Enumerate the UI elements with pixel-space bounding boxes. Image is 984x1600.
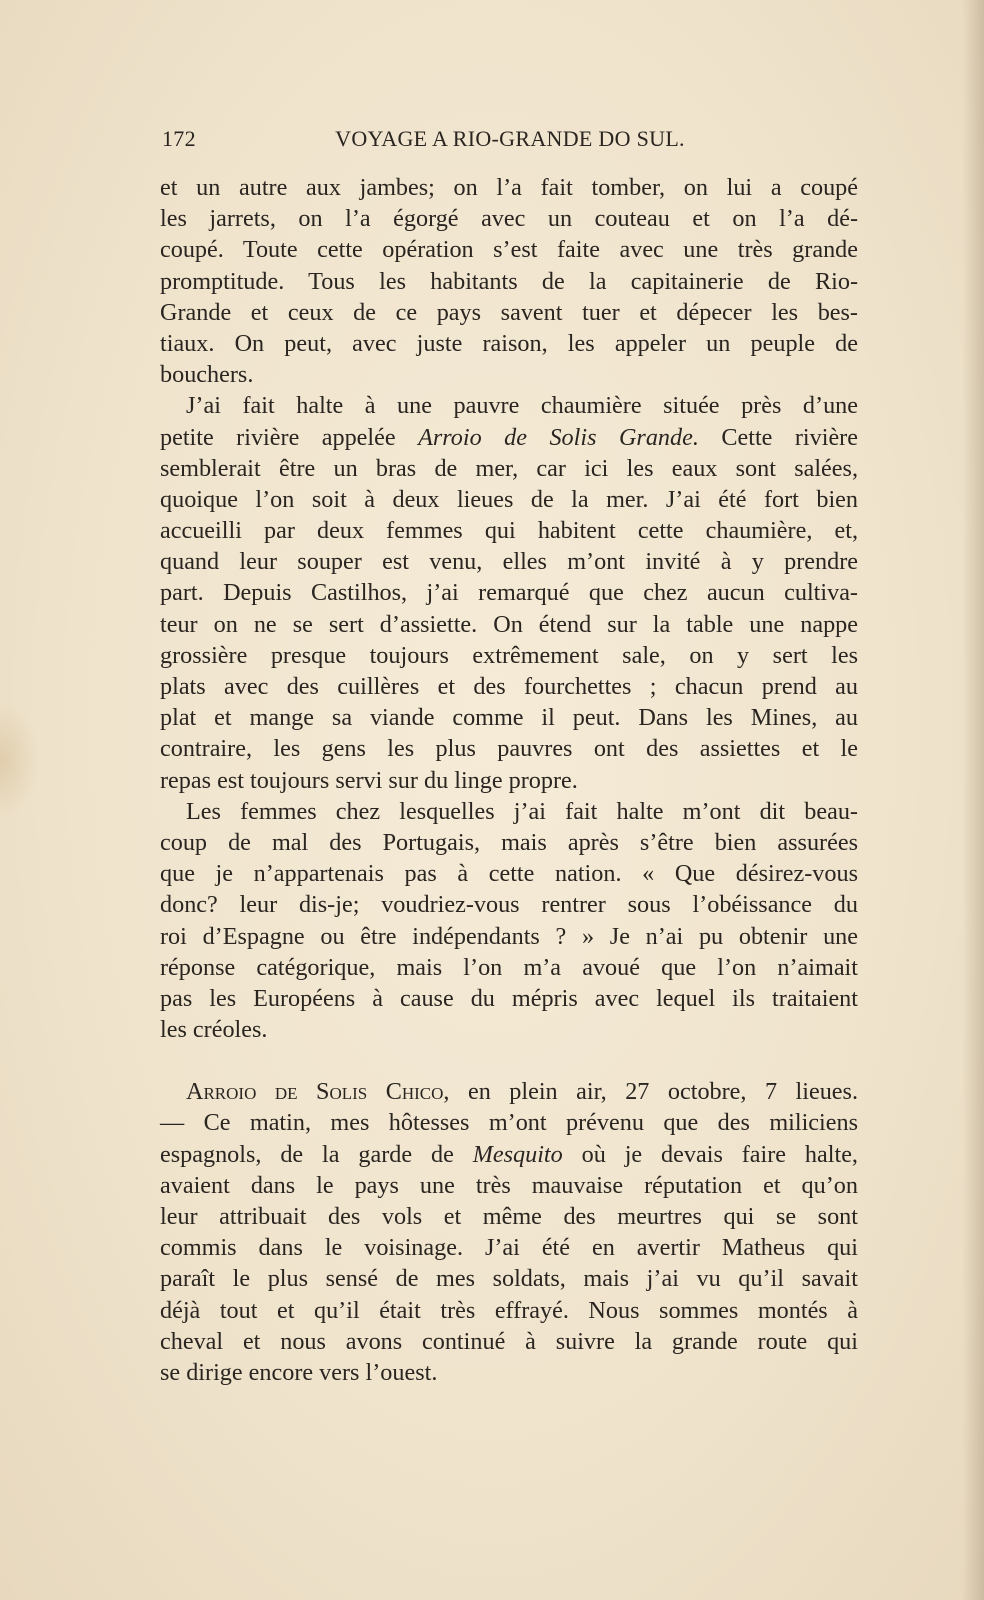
paper-stain bbox=[0, 700, 40, 820]
text-line: plat et mange sa viande comme il peut. Dans les Mines, au bbox=[160, 704, 858, 732]
text-fragment: Cette rivière bbox=[698, 423, 858, 451]
text-line: repas est toujours servi sur du linge propre. bbox=[160, 766, 578, 794]
text-line: — Ce matin, mes hôtesses m’ont prévenu que des miliciens bbox=[160, 1109, 858, 1137]
text-line: promptitude. Tous les habitants de la capitainerie de Rio- bbox=[160, 267, 858, 295]
text-line: coupé. Toute cette opération s’est faite avec une très grande bbox=[160, 236, 858, 264]
entry-heading-line bbox=[160, 1076, 858, 1107]
text-line: semblerait être un bras de mer, car ici les eaux sont salées, bbox=[160, 454, 858, 482]
text-line: teur on ne se sert d’assiette. On étend sur la table une nappe bbox=[160, 610, 858, 638]
text-line: réponse catégorique, mais l’on m’a avoué que l’on n’aimait bbox=[160, 953, 858, 981]
paragraph-1 bbox=[160, 172, 858, 390]
text-line: donc? leur dis-je; voudriez-vous rentrer sous l’obéissance du bbox=[160, 891, 858, 919]
page-edge-shadow bbox=[962, 0, 984, 1600]
paragraph-2 bbox=[160, 390, 858, 795]
text-line bbox=[160, 1139, 858, 1170]
entry-date-text: en plein air, 27 octobre, 7 lieues. bbox=[449, 1078, 859, 1106]
text-line: grossière presque toujours extrêmement sale, on y sert les bbox=[160, 641, 858, 669]
text-line: pas les Européens à cause du mépris avec lequel ils traitaient bbox=[160, 984, 858, 1012]
page-number: 172 bbox=[162, 126, 196, 151]
text-line: les créoles. bbox=[160, 1016, 268, 1044]
text-line: coup de mal des Portugais, mais après s’être bien assurées bbox=[160, 828, 858, 856]
text-line: et un autre aux jambes; on l’a fait tomber, on lui a coupé bbox=[160, 174, 858, 201]
place-name-italic: Arroio de Solis Grande. bbox=[418, 423, 699, 451]
text-line: commis dans le voisinage. J’ai été en avertir Matheus qui bbox=[160, 1234, 858, 1262]
text-line: contraire, les gens les plus pauvres ont des assiettes et le bbox=[160, 735, 858, 763]
text-line: bouchers. bbox=[160, 361, 254, 389]
text-line: avaient dans le pays une très mauvaise réputation et qu’on bbox=[160, 1171, 858, 1199]
text-line: cheval et nous avons continué à suivre la grande route qui bbox=[160, 1327, 858, 1355]
running-title: VOYAGE A RIO-GRANDE DO SUL. bbox=[335, 126, 685, 151]
text-line: Les femmes chez lesquelles j’ai fait halte m’ont dit beau- bbox=[186, 797, 858, 825]
text-line: part. Depuis Castilhos, j’ai remarqué que chez aucun cultiva- bbox=[160, 579, 858, 607]
text-line: les jarrets, on l’a égorgé avec un couteau et on l’a dé- bbox=[160, 205, 858, 233]
text-line: Grande et ceux de ce pays savent tuer et dépecer les bes- bbox=[160, 298, 858, 326]
section-spacer bbox=[160, 1045, 858, 1076]
text-line: accueilli par deux femmes qui habitent cette chaumière, et, bbox=[160, 517, 858, 545]
text-line: tiaux. On peut, avec juste raison, les appeler un peuple de bbox=[160, 329, 858, 357]
paragraph-3 bbox=[160, 796, 858, 1046]
text-line: J’ai fait halte à une pauvre chaumière située près d’une bbox=[186, 392, 858, 420]
text-fragment: où je devais faire halte, bbox=[562, 1140, 858, 1168]
entry-place-heading: Arroio de Solis Chico, bbox=[186, 1078, 450, 1106]
text-line bbox=[160, 422, 858, 453]
text-line: se dirige encore vers l’ouest. bbox=[160, 1358, 438, 1386]
text-line: que je n’appartenais pas à cette nation. « Que désirez-vous bbox=[160, 860, 858, 888]
page-header bbox=[162, 126, 858, 156]
text-line: paraît le plus sensé de mes soldats, mais j’ai vu qu’il savait bbox=[160, 1265, 858, 1293]
text-fragment: petite rivière appelée bbox=[160, 423, 419, 451]
text-line: quand leur souper est venu, elles m’ont invité à y prendre bbox=[160, 548, 858, 576]
diary-entry bbox=[160, 1076, 858, 1388]
text-line: roi d’Espagne ou être indépendants ? » Je n’ai pu obtenir une bbox=[160, 922, 858, 950]
text-line: plats avec des cuillères et des fourchettes ; chacun prend au bbox=[160, 673, 858, 700]
text-line: leur attribuait des vols et même des meurtres qui se sont bbox=[160, 1203, 858, 1230]
place-name-italic: Mesquito bbox=[472, 1140, 563, 1168]
text-fragment: espagnols, de la garde de bbox=[160, 1140, 473, 1168]
body-text bbox=[160, 172, 858, 1388]
text-line: quoique l’on soit à deux lieues de la mer. J’ai été fort bien bbox=[160, 485, 858, 513]
text-line: déjà tout et qu’il était très effrayé. Nous sommes montés à bbox=[160, 1296, 858, 1324]
